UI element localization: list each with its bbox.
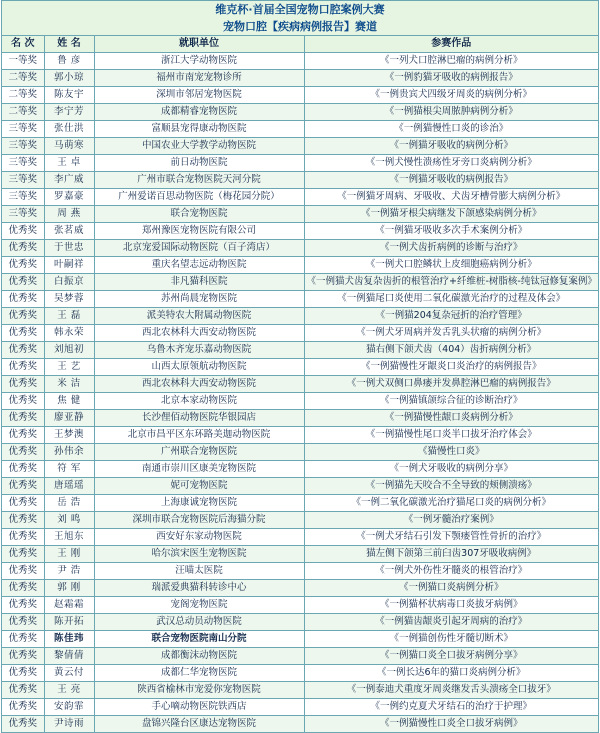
name-cell: 王 卓 <box>44 155 94 172</box>
award-cell: 优秀奖 <box>2 716 44 733</box>
table-row <box>2 393 598 410</box>
table-row <box>2 597 598 614</box>
table-row <box>2 104 598 121</box>
work-cell: 《一例贵宾犬四级牙周炎的病例分析》 <box>304 87 598 104</box>
name-cell: 黄云付 <box>44 665 94 682</box>
unit-cell: 哈尔滨宋医生宠物医院 <box>94 546 304 563</box>
work-cell: 《一例猫口炎病例分析》 <box>304 580 598 597</box>
table-row <box>2 427 598 444</box>
work-cell: 《一例猫牙吸收的病例分析》 <box>304 138 598 155</box>
table-row <box>2 631 598 648</box>
work-cell: 《一例猫204复杂冠折的治疗管理》 <box>304 308 598 325</box>
table-row <box>2 580 598 597</box>
work-cell: 《一列犬口腔淋巴瘤的病例分析》 <box>304 53 598 70</box>
name-cell: 尹 浩 <box>44 563 94 580</box>
header-row <box>2 36 598 53</box>
name-cell: 韩永荣 <box>44 325 94 342</box>
award-cell: 二等奖 <box>2 70 44 87</box>
name-cell: 吴梦蓉 <box>44 291 94 308</box>
table-row <box>2 274 598 291</box>
table-row <box>2 716 598 733</box>
work-cell: 《一例泰迪犬重度牙周炎继发舌头溃疡全口拔牙》 <box>304 682 598 699</box>
table-row <box>2 495 598 512</box>
name-cell: 张仕洪 <box>44 121 94 138</box>
work-cell: 《一例猫慢性牙龈炎口炎治疗的病例报告》 <box>304 359 598 376</box>
work-cell: 《一例猫慢性口炎的诊治》 <box>304 121 598 138</box>
name-cell: 刘 鸣 <box>44 512 94 529</box>
unit-cell: 北京本家动物医院 <box>94 393 304 410</box>
work-cell: 《一例猫口炎全口拔牙病例分享》 <box>304 648 598 665</box>
work-cell: 《一例猫慢性尾口炎半口拔牙治疗体会》 <box>304 427 598 444</box>
name-cell: 廖亚静 <box>44 410 94 427</box>
work-cell: 《一例犬牙结石引发下颚瘘管性骨折的治疗》 <box>304 529 598 546</box>
name-cell: 岳 浩 <box>44 495 94 512</box>
work-cell: 《一例二氧化碳激光治疗猫尾口炎的病例分析》 <box>304 495 598 512</box>
work-cell: 《一例猫慢性龈口炎病例分析》 <box>304 410 598 427</box>
award-cell: 优秀奖 <box>2 393 44 410</box>
unit-cell: 手心嘀动物医院铁西店 <box>94 699 304 716</box>
name-cell: 陈开拓 <box>44 614 94 631</box>
award-cell: 优秀奖 <box>2 223 44 240</box>
name-cell: 郭小琼 <box>44 70 94 87</box>
name-cell: 王旭东 <box>44 529 94 546</box>
award-cell: 优秀奖 <box>2 308 44 325</box>
unit-cell: 西北农林科大西安动物医院 <box>94 376 304 393</box>
title-block <box>2 1 598 36</box>
award-cell: 优秀奖 <box>2 325 44 342</box>
table-row <box>2 87 598 104</box>
table-row <box>2 223 598 240</box>
award-cell: 三等奖 <box>2 121 44 138</box>
award-cell: 优秀奖 <box>2 461 44 478</box>
unit-cell: 妮可宠物医院 <box>94 478 304 495</box>
award-cell: 二等奖 <box>2 87 44 104</box>
award-cell: 优秀奖 <box>2 529 44 546</box>
name-cell: 唐瑶瑶 <box>44 478 94 495</box>
unit-cell: 中国农业大学教学动物医院 <box>94 138 304 155</box>
award-cell: 优秀奖 <box>2 614 44 631</box>
work-cell: 《一例猫慢性口炎全口拔牙病例》 <box>304 716 598 733</box>
work-cell: 《一例猫创伤性牙髓切断术》 <box>304 631 598 648</box>
award-cell: 优秀奖 <box>2 274 44 291</box>
table-row <box>2 529 598 546</box>
unit-cell: 成都衡沫动物医院 <box>94 648 304 665</box>
unit-cell: 郑州豫医宠物医院有限公司 <box>94 223 304 240</box>
work-cell: 《一例猫先天咬合不全导致的颊侧溃疡》 <box>304 478 598 495</box>
table-row <box>2 138 598 155</box>
work-cell: 《一例豹猫牙吸收的病例报告》 <box>304 70 598 87</box>
unit-cell: 北京宠爱国际动物医院（百子湾店） <box>94 240 304 257</box>
unit-cell: 瑞派爱典猫科转诊中心 <box>94 580 304 597</box>
competition-title: 维克杯·首届全国宠物口腔案例大赛 <box>215 3 385 16</box>
award-cell: 优秀奖 <box>2 342 44 359</box>
unit-cell: 深圳市邻居宠物医院 <box>94 87 304 104</box>
unit-cell: 富顺县宠得康动物医院 <box>94 121 304 138</box>
unit-cell: 前日动物医院 <box>94 155 304 172</box>
name-cell: 王 艺 <box>44 359 94 376</box>
award-cell: 三等奖 <box>2 189 44 206</box>
work-cell: 《一例猫牙吸收的病例报告》 <box>304 172 598 189</box>
award-cell: 优秀奖 <box>2 240 44 257</box>
table-row <box>2 665 598 682</box>
award-cell: 优秀奖 <box>2 495 44 512</box>
unit-cell: 浙江大学动物医院 <box>94 53 304 70</box>
table-row <box>2 614 598 631</box>
unit-cell: 派美特农大附属动物医院 <box>94 308 304 325</box>
work-cell: 猫左侧下颌第三前臼齿307牙吸收病例》 <box>304 546 598 563</box>
awards-table <box>2 36 598 733</box>
unit-cell: 盘锦兴隆台区康达宠物医院 <box>94 716 304 733</box>
unit-cell: 福州市南宠宠物诊所 <box>94 70 304 87</box>
name-cell: 郭 刚 <box>44 580 94 597</box>
unit-cell: 联合宠物医院 <box>94 206 304 223</box>
work-cell: 《一例约克夏犬牙结石的治疗于护理》 <box>304 699 598 716</box>
unit-cell: 长沙俚佰动物医院华银园店 <box>94 410 304 427</box>
unit-cell: 苏州尚晨宠物医院 <box>94 291 304 308</box>
award-cell: 三等奖 <box>2 138 44 155</box>
table-row <box>2 478 598 495</box>
work-cell: 《一例猫杯状病毒口炎拔牙病例》 <box>304 597 598 614</box>
name-cell: 叶嗣祥 <box>44 257 94 274</box>
work-cell: 《一例猫牙周病、牙吸收、犬齿牙槽骨膨大病例分析》 <box>304 189 598 206</box>
name-cell: 焦 健 <box>44 393 94 410</box>
name-cell: 李广威 <box>44 172 94 189</box>
name-cell: 刘旭初 <box>44 342 94 359</box>
award-cell: 优秀奖 <box>2 257 44 274</box>
award-cell: 优秀奖 <box>2 648 44 665</box>
award-cell: 优秀奖 <box>2 665 44 682</box>
table-row <box>2 325 598 342</box>
name-cell: 罗嘉豪 <box>44 189 94 206</box>
work-cell: 《一例犬齿折病例的诊断与治疗》 <box>304 240 598 257</box>
work-cell: 《一例猫牙吸收多次手术案例分析》 <box>304 223 598 240</box>
name-cell: 张茗威 <box>44 223 94 240</box>
table-row <box>2 359 598 376</box>
name-cell: 李宁芳 <box>44 104 94 121</box>
award-cell: 优秀奖 <box>2 478 44 495</box>
award-cell: 优秀奖 <box>2 546 44 563</box>
work-cell: 《一例犬外伤性牙髓炎的根管治疗》 <box>304 563 598 580</box>
award-cell: 优秀奖 <box>2 410 44 427</box>
unit-cell: 西北农林科大西安动物医院 <box>94 325 304 342</box>
work-cell: 猫右侧下颌犬齿（404）齿折病例分析》 <box>304 342 598 359</box>
table-row <box>2 291 598 308</box>
unit-cell: 广州爱诺百思动物医院（梅花园分院） <box>94 189 304 206</box>
table-row <box>2 444 598 461</box>
award-cell: 三等奖 <box>2 155 44 172</box>
work-cell: 《一例猫镇颌综合征的诊断治疗》 <box>304 393 598 410</box>
unit-cell: 西安好东家动物医院 <box>94 529 304 546</box>
table-row <box>2 308 598 325</box>
table-row <box>2 563 598 580</box>
work-cell: 《一例猫牙根尖病继发下颌感染病例分析》 <box>304 206 598 223</box>
unit-cell: 南通市崇川区康美宠物医院 <box>94 461 304 478</box>
work-cell: 《一例长达6年的猫口炎病例分析》 <box>304 665 598 682</box>
name-cell: 王 亮 <box>44 682 94 699</box>
table-row <box>2 189 598 206</box>
name-cell: 陈佳玮 <box>44 631 94 648</box>
table-row <box>2 461 598 478</box>
work-cell: 《一例犬双侧口鼻瘘并发鼻腔淋巴瘤的病例报告》 <box>304 376 598 393</box>
work-cell: 《一例犬牙周病并发舌乳头状瘤的病例分析》 <box>304 325 598 342</box>
name-cell: 符 军 <box>44 461 94 478</box>
award-cell: 优秀奖 <box>2 631 44 648</box>
work-cell: 《一例犬慢性溃疡性牙旁口炎病例分析》 <box>304 155 598 172</box>
award-cell: 优秀奖 <box>2 563 44 580</box>
award-cell: 三等奖 <box>2 172 44 189</box>
award-cell: 优秀奖 <box>2 376 44 393</box>
table-row <box>2 648 598 665</box>
award-cell: 优秀奖 <box>2 699 44 716</box>
work-cell: 《一例犬牙吸收的病例分享》 <box>304 461 598 478</box>
unit-cell: 上海康诚宠物医院 <box>94 495 304 512</box>
track-title: 宠物口腔【疾病病例报告】赛道 <box>223 20 377 33</box>
unit-cell: 成都仁华宠物医院 <box>94 665 304 682</box>
work-cell: 《一例犬口腔鳞状上皮细胞癌病例分析》 <box>304 257 598 274</box>
work-cell: 《一例猫尾口炎使用二氧化碳激光治疗的过程及体会》 <box>304 291 598 308</box>
work-cell: 《一例猫齿龈炎引起牙周病的治疗》 <box>304 614 598 631</box>
name-cell: 王 刚 <box>44 546 94 563</box>
name-cell: 马萌寒 <box>44 138 94 155</box>
name-cell: 白振京 <box>44 274 94 291</box>
award-cell: 优秀奖 <box>2 682 44 699</box>
name-cell: 王梦澳 <box>44 427 94 444</box>
award-sheet <box>1 0 599 733</box>
unit-cell: 山西太原领航动物医院 <box>94 359 304 376</box>
table-row <box>2 410 598 427</box>
header-rank: 名 次 <box>2 36 44 53</box>
table-row <box>2 257 598 274</box>
unit-cell: 乌鲁木齐宠乐嘉动物医院 <box>94 342 304 359</box>
award-cell: 优秀奖 <box>2 291 44 308</box>
table-row <box>2 512 598 529</box>
name-cell: 安韵霏 <box>44 699 94 716</box>
unit-cell: 深圳市联合宠物医院后海猫分院 <box>94 512 304 529</box>
award-cell: 优秀奖 <box>2 512 44 529</box>
award-cell: 优秀奖 <box>2 580 44 597</box>
unit-cell: 宠阁宠物医院 <box>94 597 304 614</box>
unit-cell: 非凡猫科医院 <box>94 274 304 291</box>
table-row <box>2 342 598 359</box>
unit-cell: 汪喵太医院 <box>94 563 304 580</box>
name-cell: 陈友宇 <box>44 87 94 104</box>
name-cell: 于世忠 <box>44 240 94 257</box>
table-row <box>2 206 598 223</box>
award-cell: 三等奖 <box>2 206 44 223</box>
name-cell: 鲁 彦 <box>44 53 94 70</box>
name-cell: 孙伟余 <box>44 444 94 461</box>
name-cell: 黎倩倩 <box>44 648 94 665</box>
table-row <box>2 121 598 138</box>
award-cell: 优秀奖 <box>2 427 44 444</box>
table-row <box>2 53 598 70</box>
name-cell: 王 磊 <box>44 308 94 325</box>
table-row <box>2 155 598 172</box>
work-cell: 《一例猫犬齿复杂齿折的根管治疗+纤维桩-树脂核-纯钛冠修复案例》 <box>304 274 598 291</box>
work-cell: 《一例牙髓治疗案例》 <box>304 512 598 529</box>
table-row <box>2 546 598 563</box>
award-cell: 优秀奖 <box>2 359 44 376</box>
award-cell: 一等奖 <box>2 53 44 70</box>
award-cell: 优秀奖 <box>2 444 44 461</box>
name-cell: 米 洁 <box>44 376 94 393</box>
unit-cell: 广州市联合宠物医院天河分院 <box>94 172 304 189</box>
work-cell: 《一例猫根尖周脓肿病例分析》 <box>304 104 598 121</box>
table-row <box>2 172 598 189</box>
table-row <box>2 240 598 257</box>
unit-cell: 联合宠物医院南山分院 <box>94 631 304 648</box>
unit-cell: 广州联合宠物医院 <box>94 444 304 461</box>
header-unit: 就职单位 <box>94 36 304 53</box>
name-cell: 周 燕 <box>44 206 94 223</box>
award-cell: 二等奖 <box>2 104 44 121</box>
unit-cell: 重庆名望志远动物医院 <box>94 257 304 274</box>
unit-cell: 成都精睿宠物医院 <box>94 104 304 121</box>
table-row <box>2 376 598 393</box>
table-row <box>2 70 598 87</box>
table-row <box>2 699 598 716</box>
header-name: 姓 名 <box>44 36 94 53</box>
unit-cell: 陕西省榆林市宠爱你宠物医院 <box>94 682 304 699</box>
table-row <box>2 682 598 699</box>
work-cell: 《猫慢性口炎》 <box>304 444 598 461</box>
header-work: 参赛作品 <box>304 36 598 53</box>
unit-cell: 武汉总动员动物医院 <box>94 614 304 631</box>
award-cell: 优秀奖 <box>2 597 44 614</box>
name-cell: 尹诗雨 <box>44 716 94 733</box>
name-cell: 赵霜霜 <box>44 597 94 614</box>
unit-cell: 北京市昌平区东环路美迦动物医院 <box>94 427 304 444</box>
